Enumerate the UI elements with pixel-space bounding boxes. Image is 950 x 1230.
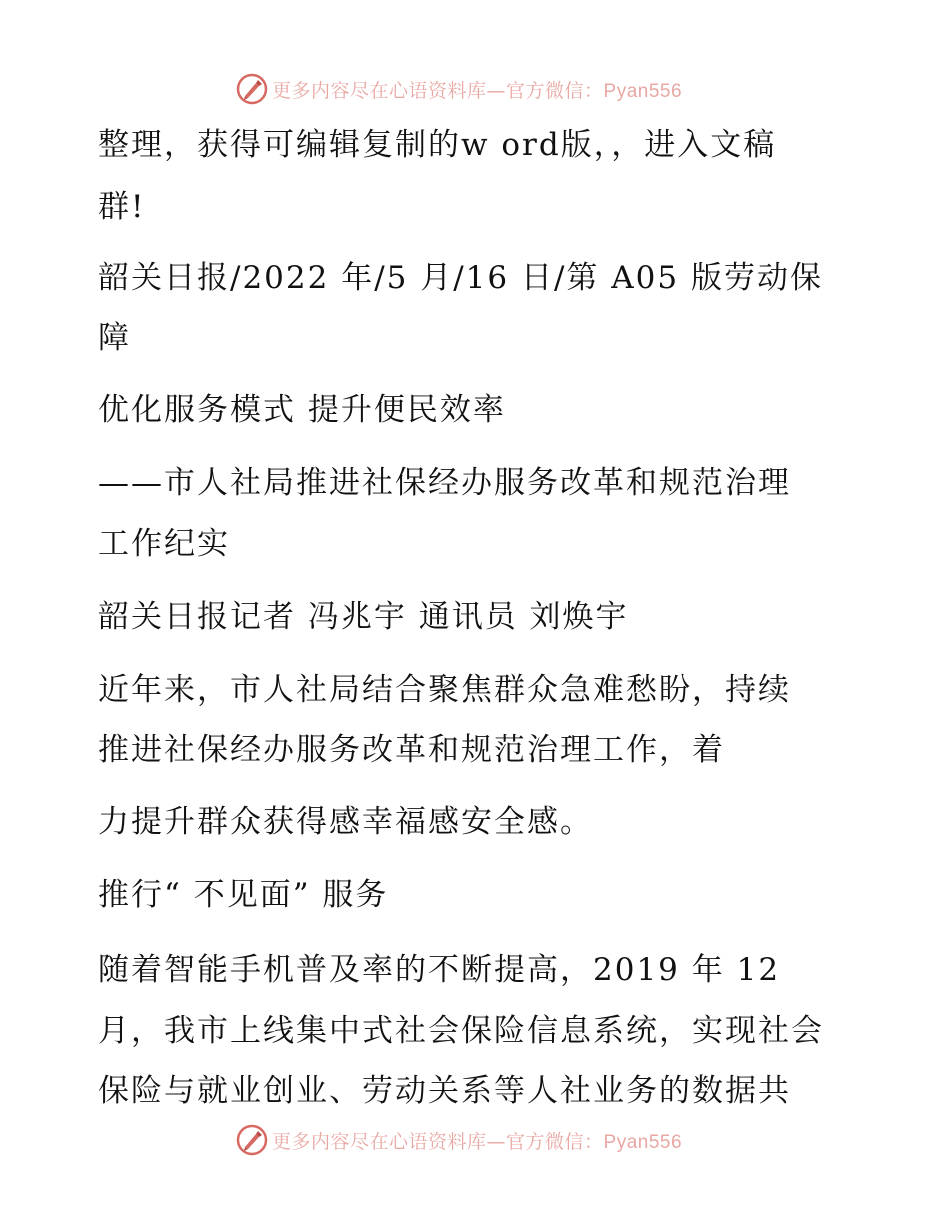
text-line-4: 障 bbox=[98, 320, 131, 356]
text-line-7: 工作纪实 bbox=[98, 526, 230, 562]
text-line-14: 月，我市上线集中式社会保险信息系统，实现社会 bbox=[98, 1013, 824, 1049]
text-line-15: 保险与就业创业、劳动关系等人社业务的数据共 bbox=[98, 1073, 791, 1109]
watermark-text: 更多内容尽在心语资料库—官方微信：Pyan556 bbox=[272, 1130, 683, 1153]
footer-watermark bbox=[236, 1123, 682, 1157]
header-watermark bbox=[236, 72, 682, 106]
text-line-1: 整理，获得可编辑复制的w ord版，，进入文稿 bbox=[98, 127, 777, 163]
watermark-text: 更多内容尽在心语资料库—官方微信：Pyan556 bbox=[272, 79, 683, 102]
pen-logo-icon bbox=[236, 1124, 268, 1156]
text-line-10: 推进社保经办服务改革和规范治理工作，着 bbox=[98, 732, 725, 768]
text-line-9: 近年来，市人社局结合聚焦群众急难愁盼，持续 bbox=[98, 672, 791, 708]
text-line-12: 推行“ 不见面” 服务 bbox=[98, 877, 389, 913]
text-line-11: 力提升群众获得感幸福感安全感。 bbox=[98, 804, 593, 840]
text-line-5: 优化服务模式 提升便民效率 bbox=[98, 392, 506, 428]
text-line-6: ——市人社局推进社保经办服务改革和规范治理 bbox=[98, 465, 791, 501]
text-line-13: 随着智能手机普及率的不断提高，2019 年 12 bbox=[98, 952, 781, 988]
text-line-3: 韶关日报/2022 年/5 月/16 日/第 A05 版劳动保 bbox=[98, 260, 823, 296]
watermark-handle: Pyan556 bbox=[603, 80, 683, 102]
text-line-8: 韶关日报记者 冯兆宇 通讯员 刘焕宇 bbox=[98, 599, 629, 635]
pen-logo-icon bbox=[236, 73, 268, 105]
text-line-2: 群! bbox=[98, 189, 146, 225]
watermark-handle: Pyan556 bbox=[603, 1131, 683, 1153]
